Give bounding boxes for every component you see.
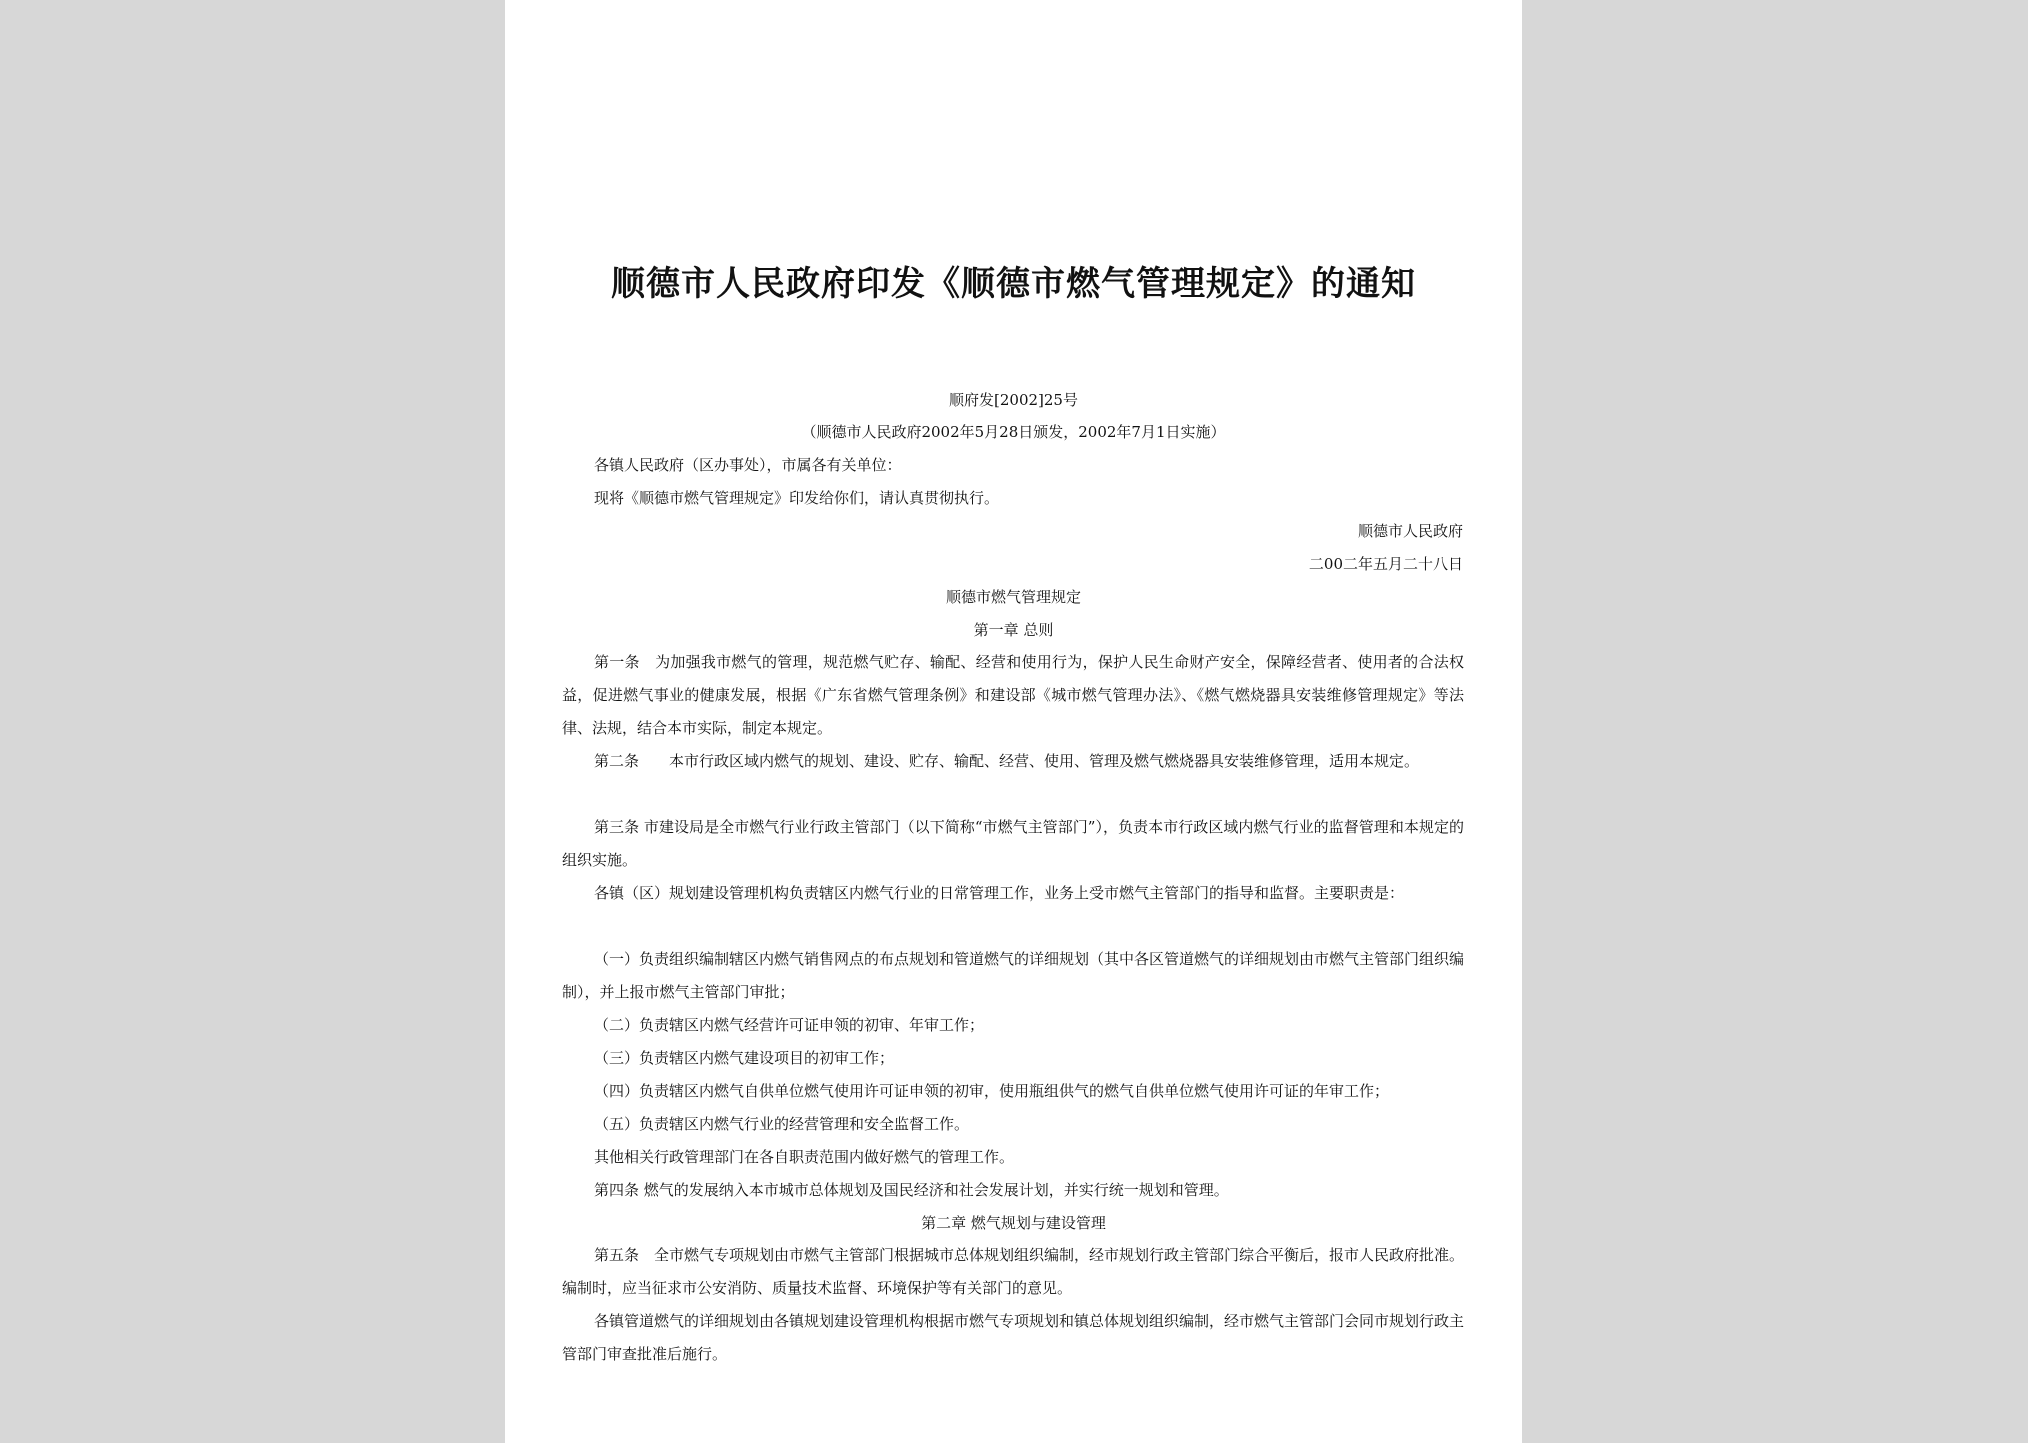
regulation-title: 顺德市燃气管理规定 — [945, 588, 1081, 606]
sign-date: 二00二年五月二十八日 — [1308, 555, 1463, 573]
document-page — [505, 0, 1522, 1443]
duty-3: （三）负责辖区内燃气建设项目的初审工作； — [594, 1049, 895, 1067]
article-5-towns: 各镇管道燃气的详细规划由各镇规划建设管理机构根据市燃气专项规划和镇总体规划组织编制，经市燃气主管部门会同市规划行政主管部门审查批准后施行。 — [562, 1312, 1465, 1363]
article-2: 第二条 本市行政区域内燃气的规划、建设、贮存、输配、经营、使用、管理及燃气燃烧器具安装维修管理，适用本规定。 — [594, 752, 1420, 770]
signer: 顺德市人民政府 — [1357, 522, 1463, 540]
duty-1: （一）负责组织编制辖区内燃气销售网点的布点规划和管道燃气的详细规划（其中各区管道燃气的详细规划由市燃气主管部门组织编制），并上报市燃气主管部门审批； — [562, 950, 1465, 1001]
article-3-towns: 各镇（区）规划建设管理机构负责辖区内燃气行业的日常管理工作，业务上受市燃气主管部门的指导和监督。主要职责是： — [594, 884, 1405, 902]
addressee-line: 各镇人民政府（区办事处），市属各有关单位： — [594, 456, 902, 474]
chapter-1-heading: 第一章 总则 — [973, 621, 1054, 639]
duty-5: （五）负责辖区内燃气行业的经营管理和安全监督工作。 — [594, 1115, 970, 1133]
issue-info: （顺德市人民政府2002年5月28日颁发，2002年7月1日实施） — [801, 423, 1226, 441]
chapter-2-heading: 第二章 燃气规划与建设管理 — [921, 1214, 1106, 1232]
notice-body: 现将《顺德市燃气管理规定》印发给你们，请认真贯彻执行。 — [594, 489, 1000, 507]
duty-2: （二）负责辖区内燃气经营许可证申领的初审、年审工作； — [594, 1016, 985, 1034]
document-number: 顺府发[2002]25号 — [949, 391, 1078, 409]
document-title: 顺德市人民政府印发《顺德市燃气管理规定》的通知 — [611, 264, 1416, 304]
article-4: 第四条 燃气的发展纳入本市城市总体规划及国民经济和社会发展计划，并实行统一规划和管理。 — [594, 1181, 1229, 1199]
article-1: 第一条 为加强我市燃气的管理，规范燃气贮存、输配、经营和使用行为，保护人民生命财产安全，保障经营者、使用者的合法权益，促进燃气事业的健康发展，根据《广东省燃气管理条例》和建设部《城市燃气管理办法》、《燃气燃烧器具安装维修管理规定》等法律、法规，结合本市实际，制定本规定。 — [562, 653, 1464, 737]
article-3: 第三条 市建设局是全市燃气行业行政主管部门（以下简称“市燃气主管部门”），负责本市行政区域内燃气行业的监督管理和本规定的组织实施。 — [562, 818, 1464, 869]
duty-4: （四）负责辖区内燃气自供单位燃气使用许可证申领的初审，使用瓶组供气的燃气自供单位燃气使用许可证的年审工作； — [594, 1082, 1390, 1100]
other-departments: 其他相关行政管理部门在各自职责范围内做好燃气的管理工作。 — [594, 1148, 1015, 1166]
article-5: 第五条 全市燃气专项规划由市燃气主管部门根据城市总体规划组织编制，经市规划行政主管部门综合平衡后，报市人民政府批准。编制时，应当征求市公安消防、质量技术监督、环境保护等有关部门的意见。 — [562, 1246, 1465, 1297]
